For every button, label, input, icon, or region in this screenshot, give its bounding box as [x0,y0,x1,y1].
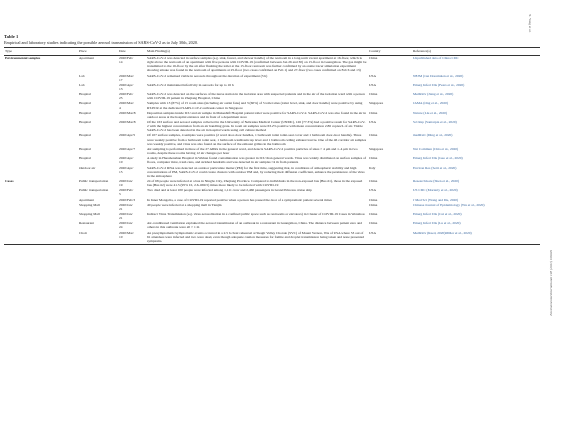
table-row [4,179,540,188]
header-main-findings: Main Finding(s) [146,48,368,56]
row-date-cell: 2020/Apr/ 13 [119,82,134,91]
table-row [4,92,540,101]
row-finding-cell: SARS-CoV-2 was detected on the surfaces of the nurse station in the isolation area with suspected patients and in the air of the isolation ward with a person with COVID-19 patient in Zhejiang Hospital, China [147,92,365,101]
table-row [4,83,540,92]
table-row [4,133,540,146]
row-type-cell [4,221,78,230]
running-head: X. Yang et al. [528,14,532,33]
row-country-cell: China [369,55,378,60]
row-type-cell [4,156,78,165]
row-finding-cell: An presymptomatic/symptomatic events occurred in a 2.5 h choir rehearsal at Skagit Valley Chorale (SVC) of Mount Vernon, WA of USA where 53 out of 61 attendees were infected and two were dead, even though adequate caution measures for fomite and droplet transmission being taken and none presented symptoms. [146,230,368,244]
row-finding-cell: Deposition samples inside ICU and air sample in Makeshift Hospital patient toilet were positive for SARS-CoV-2. SARS-CoV-2 was also found in the air in outdoor areas at the hospital entrance and in front of a department store [147,110,367,119]
row-reference-cell[interactable]: Emerg Infect Dis (Guo et al., 2020) [413,156,463,161]
table-label: Table 1 [4,34,19,39]
row-finding-cell: Samples with 13 (87%) of 15 room sites (including air outlet fans) and 3 (60%) of 5 toilet sites (toilet bowl, sink, and door handle) were positive by using RT-PCR at the dedicated SARS-CoV-2 outbreak center in Singapore [147,101,363,110]
row-finding-cell: SARS-CoV-2 maintained infectivity in aerosols for up to 16 h [147,82,234,87]
row-type-cell [4,230,78,244]
row-country-cell: China [369,110,378,115]
row-date-cell: 2020/Apr/7 [119,146,136,151]
row-finding-cell: A study in Huoshenshan Hospital in Wuhan found contamination was greater in ICU than general wards. Virus was widely distributed on surface samples of floors, computer mice, trash cans, and sickbed handrails and was detected in air samples ≈4 m from patients [147,156,367,165]
row-place-cell: Outdoor air [79,165,96,170]
row-type-cell [4,147,78,156]
row-reference-cell[interactable]: Nat Commun (Chia et al., 2020) [413,146,459,151]
row-finding-cell: Air-conditioned ventilation explained the aerosol transmission of an outbreak in a restaurant in Guangzhou, China. The distance between patient zero and others in this outbreak were all > 1 m [147,221,363,230]
row-place-cell: Choir [78,230,118,244]
row-country-cell: USA [369,188,377,193]
row-date-cell: 2020/Jan/ 21 [119,212,133,221]
row-date-cell: 2020/Feb/ 5 [119,188,134,197]
row-reference-cell[interactable]: Emerg Infect Dis (Lu et al., 2020) [413,221,461,226]
header-country: Country [368,48,412,56]
row-date-cell: 2020/Feb/ 25 [119,92,134,101]
row-place-cell: Shopping Mall [79,212,100,216]
row-type-cell [4,92,78,101]
row-place-cell: Hospital [79,156,91,161]
row-date-cell: 2020/Apr/ 10 [119,156,134,165]
journal-name: Environmental International 148 (2021) 106029 [549,250,553,316]
row-reference-cell[interactable]: Environ Res (Setti et al., 2020) [413,165,457,170]
table-row [4,73,540,82]
table-header-row [4,48,540,56]
row-reference-cell[interactable]: Unpublished data of China CDC [413,55,459,60]
row-reference-cell[interactable]: MedRxiv (Jiang et al., 2020) [413,92,454,97]
row-reference-cell[interactable]: Emerg Infect Dis (Cai et al., 2020) [413,212,462,216]
row-country-cell: China [369,156,378,161]
table-caption: Empirical and laboratory studies indicating the possible aerosol transmission of SARS-CoV-2 as to July 30th, 2020. [4,39,198,45]
table-row [4,110,540,119]
row-date-cell: 2020/Apr/5 [119,133,136,138]
row-country-cell: China [369,202,378,207]
row-type-cell: Cases [5,178,14,183]
row-finding-cell: Air sampling is performed in three of the 27 AIIRs in the general ward, and detects SARS-CoV-2 positive particles of sizes > 4 μm and 1–4 μm in two rooms, despite these rooms having 12 air changes per hour [147,146,358,156]
row-date-cell: 2020/Feb/3 [119,197,135,202]
row-date-cell: 2020/Feb/ 14 [119,55,134,65]
row-country-cell: USA [369,120,377,125]
header-references: Reference(s) [412,48,540,56]
row-place-cell: Hospital [79,133,91,138]
row-country-cell: China [369,92,378,97]
table-row [4,156,540,165]
row-country-cell: China [369,133,378,138]
row-country-cell: Singapore [369,101,384,106]
row-finding-cell: Of 107 surface samples, 4 samples were positive (2 ward door-door handles, 1 bathroom toilet toilet-seat cover and 1 bathroom door-door handle). Three were weakly positive from a bathroom toilet seat, 1 bathroom washbasin tap lever and 1 bathroom ceiling exhaust louvre. One of the 46 corridor air samples was weakly positive, and virus was also found on the surface of the exhaust grilles in the bathroom [147,133,367,146]
header-type: Type [4,48,78,56]
row-date-cell: 2020/Mar/8 [119,110,136,115]
row-date-cell: 2020/Mar/8 [119,120,136,125]
row-finding-cell: Of the 163 surface and aerosol samples collected in the University of Nebraska Medical Center (UNMC), 126 (77.3%) had a positive result for SARS-CoV-2 with the highest concentration from an air handling grate. In room air samples were 63.2% positive with mean concentration 2.86 copies/L of air. Viable SARS-CoV-2 has been detected in the air in hospital wards using cell culture method [147,120,366,133]
row-country-cell: USA [369,82,377,87]
row-reference-cell[interactable]: medRxiv (Ding et al., 2020) [413,133,453,138]
table-row [4,165,540,178]
table-row [4,212,540,221]
row-type-cell [4,110,78,119]
table-row [4,188,540,197]
row-date-cell: 2020/Apr/ 15 [119,165,134,174]
row-reference-cell[interactable]: MedRxiv (Reed, 2020)Miller et al., 2020) [412,230,540,244]
row-finding-cell: SARS-CoV-2 was detected in surface samples (e.g. sink, faucet, and shower handle) of the restroom in a long-term vacant apartment at 16-floor, which is right above the restroom of an apartment with five persons with COVID-19 (confirmed between Jan 26 and 30) on 15-floor in Guangzhou. The gas might be transmitted to the 16-floor by the air after flushing the toilet at the 15-floor restroom was further confirmed by an onsite tracer simulation experiment showing smoke was found in the restroom of apartments at 25-floor (two cases confirmed on Feb 1) and 27-floor (two cases confirmed on Feb 6 and 13) [147,55,367,73]
row-reference-cell[interactable]: Chinese Journal of Epidemiology (Wu et al., 2020) [413,202,485,207]
row-place-cell: Hospital [79,120,91,125]
row-type-cell [4,120,78,133]
row-reference-cell[interactable]: JAMA (Ong et al., 2020) [413,101,448,106]
row-reference-cell[interactable]: Nature (Liu et al., 2020) [413,110,448,115]
table-row [4,230,540,244]
table-row [4,202,540,211]
row-finding-cell: In Inner Mongolia, a case of COVID-19 reported positive when a person has passed the door of a symptomatic patient several times [147,197,332,202]
row-country-cell: China [369,212,378,216]
row-country-cell: Italy [369,165,376,170]
row-place-cell: Hospital [79,101,91,106]
row-finding-cell: SARS-CoV-2 remained viable in aerosols throughout the duration of experiment (3 h) [147,73,268,78]
row-country-cell: China [369,221,378,226]
row-date-cell: 2020/Mar/ 10 [118,230,146,244]
table-section [4,34,540,245]
table-row [4,221,540,230]
evidence-table [4,47,540,245]
row-type-cell [4,188,78,197]
row-date-cell: 2020/Mar/ 17 [119,73,134,82]
row-type-cell: Environmental samples [5,55,41,60]
row-date-cell: 2020/Jan/ 19 [119,178,133,188]
row-place-cell: Lab [79,73,85,78]
row-reference-cell[interactable]: NEJM (van Doremalen et al., 2020) [413,73,464,78]
row-finding-cell: SARS-CoV-2 RNA was detected on outdoor particulate matter (PM) for the first time, suggesting that, in conditions of atmospheric stability and high concentrations of PM, SARS-CoV-2 could create clusters with outdoor PM and, by reducing their diffusion coefficient, enhance the persistence of the virus in the atmosphere [147,165,365,178]
row-date-cell: 2020/Jan/ 24 [119,221,133,230]
row-type-cell [4,165,78,178]
row-country-cell: USA [369,73,377,78]
row-place-cell: Apartment [79,197,94,202]
row-type-cell [4,133,78,146]
row-finding-cell: Indirect Virus Transmission (e.g. virus aerosolization in a confined public space such as restrooms or elevators) in Cluster of COVID-19 Cases in Wenzhou [147,212,365,216]
table-body [4,55,540,244]
row-type-cell [4,212,78,221]
table-row [4,55,540,73]
row-type-cell [4,73,78,82]
row-place-cell: Hospital [79,92,91,97]
row-reference-cell[interactable]: J Med Sci (Wang and Du, 2020) [413,197,459,202]
row-place-cell: Lab [79,82,85,87]
row-country-cell: China [369,178,378,183]
header-place: Place [78,48,118,56]
row-finding-cell: Two died and at least 100 people were infected among 1,111 crew and 2,460 passengers in Grand Princess cruise ship [147,188,312,193]
row-date-cell: 2020/Jan/ 21 [119,202,133,211]
header-date: Date [118,48,146,56]
row-place-cell: Hospital [79,146,91,151]
row-country-cell: Singapore [369,146,384,151]
row-finding-cell: 40 people were infected at a shopping mall in Tianjin [147,202,222,207]
row-finding-cell: 24 of 68 people were infected at a bus in Ningbo City, Zhejiang Province. Compared to individuals in the non-exposed bus (Bus #1), those in the exposed bus (Bus #2) were 41.5 (95% CI, 2.6–669.5) times more likely to be infected with COVID-19 [147,178,363,188]
row-reference-cell[interactable]: ResearchGate (Shen et al., 2020) [413,178,460,183]
row-reference-cell[interactable]: Sci Rep (Santarpia et al., 2020) [413,120,457,125]
row-country-cell: USA [368,230,412,244]
row-place-cell: Restaurant [79,221,94,226]
row-type-cell [4,101,78,110]
table-row [4,120,540,133]
row-place-cell: Apartment [79,55,94,60]
row-place-cell: Public transportation [79,188,109,193]
table-row [4,101,540,110]
row-type-cell [4,83,78,92]
row-reference-cell[interactable]: Emerg Infect Dis (Fears et al., 2020) [413,82,465,87]
row-type-cell [4,202,78,211]
row-country-cell: China [369,197,378,202]
row-place-cell: Hospital [79,110,91,115]
row-place-cell: Public transportation [79,178,109,183]
table-row [4,147,540,156]
row-date-cell: 2020/Mar/ 4 [119,101,134,110]
row-place-cell: Shopping Mall [79,202,100,207]
row-reference-cell[interactable]: US CDC (Moriarty et al., 2020) [413,188,458,193]
